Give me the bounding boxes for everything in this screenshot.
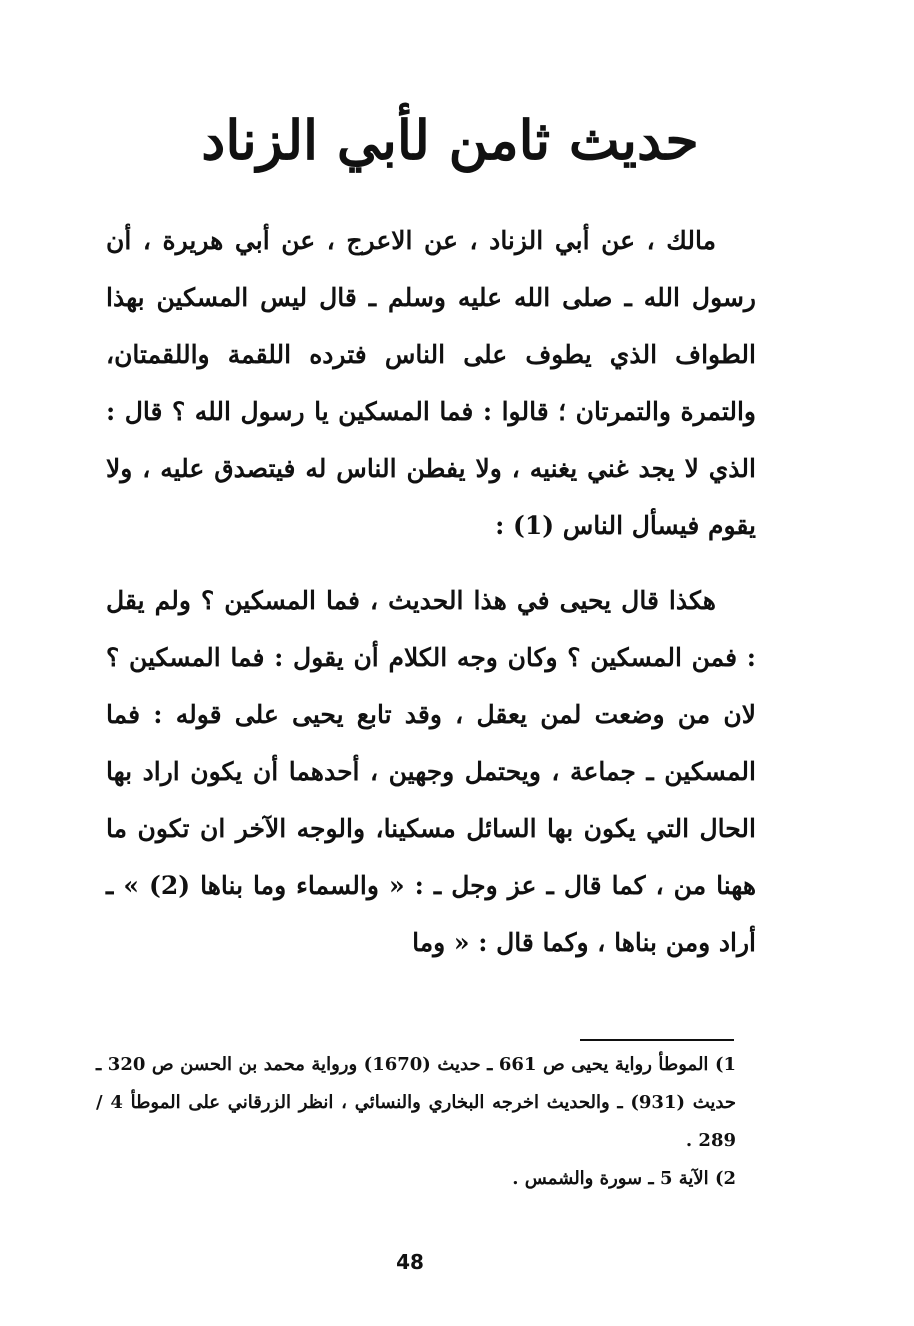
page-number: 48 bbox=[396, 1250, 424, 1274]
footnotes bbox=[96, 1046, 736, 1198]
paragraph-commentary: هكذا قال يحيى في هذا الحديث ، فما المسكين ؟ ولم يقل : فمن المسكين ؟ وكان وجه الكلام أن يقول : فما المسكين ؟ لان من وضعت لمن يعقل ، وقد تابع يحيى على قوله : فما المسكين ـ جماعة ، ويحتمل وجهين ، أحدهما أن يكون اراد بها الحال التي يكون بها السائل مسكينا، والوجه الآخر ان تكون ما ههنا من ، كما قال ـ عز وجل ـ : « والسماء وما بناها (2) » ـ أراد ومن بناها ، وكما قال : « وما bbox=[106, 586, 756, 957]
paragraph-hadith: مالك ، عن أبي الزناد ، عن الاعرج ، عن أبي هريرة ، أن رسول الله ـ صلى الله عليه وسلم ـ قال ليس المسكين بهذا الطواف الذي يطوف على الناس فترده اللقمة واللقمتان، والتمرة والتمرتان ؛ قالوا : فما المسكين يا رسول الله ؟ قال : الذي لا يجد غني يغنيه ، ولا يفطن الناس له فيتصدق عليه ، ولا يقوم فيسأل الناس (1) : bbox=[106, 226, 756, 540]
footnote-1: 1) الموطأ رواية يحيى ص 661 ـ حديث (1670) ورواية محمد بن الحسن ص 320 ـ حديث (931) ـ والحديث اخرجه البخاري والنسائي ، انظر الزرقاني على الموطأ 4 / 289 . bbox=[96, 1054, 736, 1151]
page-title: حديث ثامن لأبي الزناد bbox=[201, 108, 699, 172]
main-text bbox=[106, 212, 756, 971]
footnote-divider bbox=[580, 1039, 734, 1041]
footnote-2: 2) الآية 5 ـ سورة والشمس . bbox=[512, 1168, 736, 1189]
